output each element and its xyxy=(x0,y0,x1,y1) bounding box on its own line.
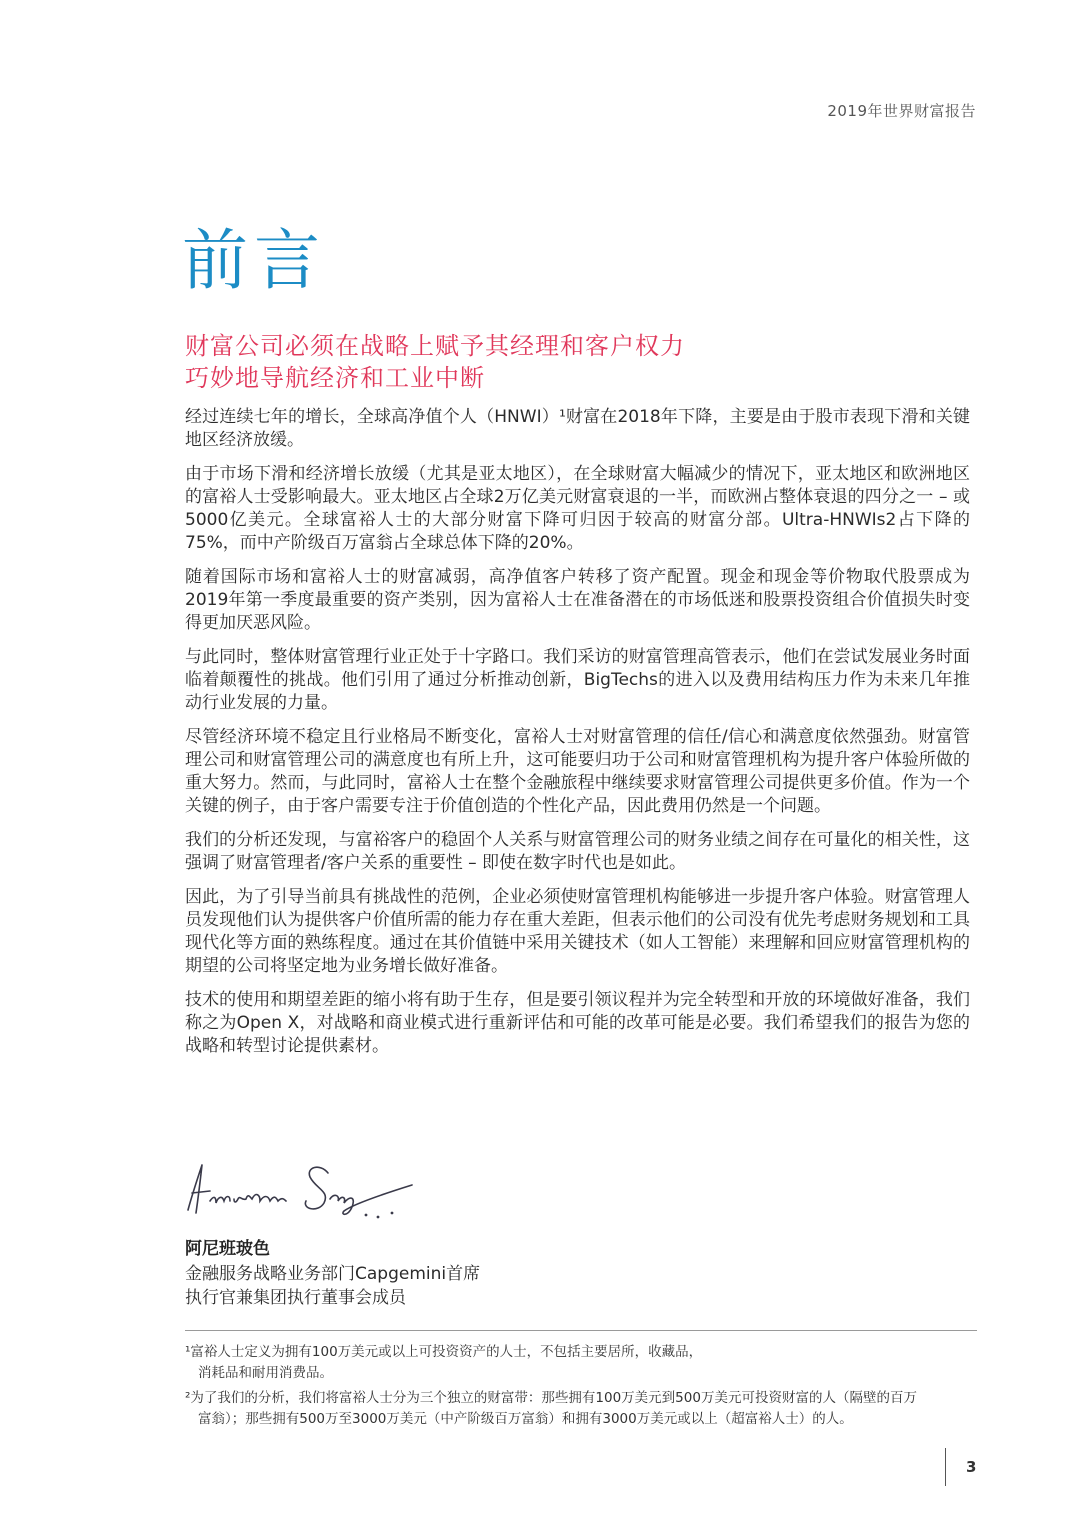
signer-title-line-1: 金融服务战略业务部门Capgemini首席 xyxy=(185,1264,481,1284)
subtitle-line-1: 财富公司必须在战略上赋予其经理和客户权力 xyxy=(185,332,685,360)
footnote-2-line-1: ²为了我们的分析，我们将富裕人士分为三个独立的财富带：那些拥有100万美元到500万美元可投资财富的人（隔壁的百万 xyxy=(185,1390,917,1406)
paragraph: 尽管经济环境不稳定且行业格局不断变化，富裕人士对财富管理的信任/信心和满意度依然强劲。财富管理公司和财富管理公司的满意度也有所上升，这可能要归功于公司和财富管理机构为提升客户体验所做的重大努力。然而，与此同时，富裕人士在整个金融旅程中继续要求财富管理公司提供更多价值。作为一个关键的例子，由于客户需要专注于价值创造的个性化产品，因此费用仍然是一个问题。 xyxy=(185,727,970,816)
footnote-2 xyxy=(185,1388,977,1430)
paragraph: 我们的分析还发现，与富裕客户的稳固个人关系与财富管理公司的财务业绩之间存在可量化的相关性，这强调了财富管理者/客户关系的重要性 – 即使在数字时代也是如此。 xyxy=(185,830,970,873)
footnote-1 xyxy=(185,1342,977,1384)
signature-image xyxy=(180,1155,420,1230)
footnotes xyxy=(185,1342,977,1434)
signer-title-line-2: 执行官兼集团执行董事会成员 xyxy=(185,1288,406,1308)
footnote-1-line-1: ¹富裕人士定义为拥有100万美元或以上可投资资产的人士，不包括主要居所，收藏品， xyxy=(185,1344,703,1360)
body-text xyxy=(185,406,970,1069)
footnote-divider xyxy=(185,1330,977,1331)
subtitle xyxy=(185,330,685,394)
page-number: 3 xyxy=(966,1458,977,1476)
paragraph: 经过连续七年的增长，全球高净值个人（HNWI）¹财富在2018年下降，主要是由于股市表现下滑和关键地区经济放缓。 xyxy=(185,407,970,450)
subtitle-line-2: 巧妙地导航经济和工业中断 xyxy=(185,364,485,392)
paragraph: 由于市场下滑和经济增长放缓（尤其是亚太地区），在全球财富大幅减少的情况下，亚太地区和欧洲地区的富裕人士受影响最大。亚太地区占全球2万亿美元财富衰退的一半，而欧洲占整体衰退的四分之一 – 或5000亿美元。全球富裕人士的大部分财富下降可归因于较高的财富分部。Ultra-HNWIs2占下降的75%，而中产阶级百万富翁占全球总体下降的20%。 xyxy=(185,464,970,553)
signer-title xyxy=(185,1262,480,1310)
report-title: 2019年世界财富报告 xyxy=(827,102,976,120)
footnote-2-line-2: 富翁）；那些拥有500万至3000万美元（中产阶级百万富翁）和拥有3000万美元或以上（超富裕人士）的人。 xyxy=(198,1411,853,1427)
signer-name: 阿尼班玻色 xyxy=(185,1239,270,1259)
footnote-1-line-2: 消耗品和耐用消费品。 xyxy=(198,1365,333,1381)
paragraph: 与此同时，整体财富管理行业正处于十字路口。我们采访的财富管理高管表示，他们在尝试发展业务时面临着颠覆性的挑战。他们引用了通过分析推动创新，BigTechs的进入以及费用结构压力作为未来几年推动行业发展的力量。 xyxy=(185,647,970,713)
paragraph: 随着国际市场和富裕人士的财富减弱，高净值客户转移了资产配置。现金和现金等价物取代股票成为2019年第一季度最重要的资产类别，因为富裕人士在准备潜在的市场低迷和股票投资组合价值损失时变得更加厌恶风险。 xyxy=(185,567,970,633)
page-title: 前言 xyxy=(182,222,326,299)
paragraph: 因此，为了引导当前具有挑战性的范例，企业必须使财富管理机构能够进一步提升客户体验。财富管理人员发现他们认为提供客户价值所需的能力存在重大差距，但表示他们的公司没有优先考虑财务规划和工具现代化等方面的熟练程度。通过在其价值链中采用关键技术（如人工智能）来理解和回应财富管理机构的期望的公司将坚定地为业务增长做好准备。 xyxy=(185,887,970,976)
paragraph: 技术的使用和期望差距的缩小将有助于生存，但是要引领议程并为完全转型和开放的环境做好准备，我们称之为Open X，对战略和商业模式进行重新评估和可能的改革可能是必要。我们希望我们的报告为您的战略和转型讨论提供素材。 xyxy=(185,990,970,1056)
page-number-divider xyxy=(945,1448,946,1486)
